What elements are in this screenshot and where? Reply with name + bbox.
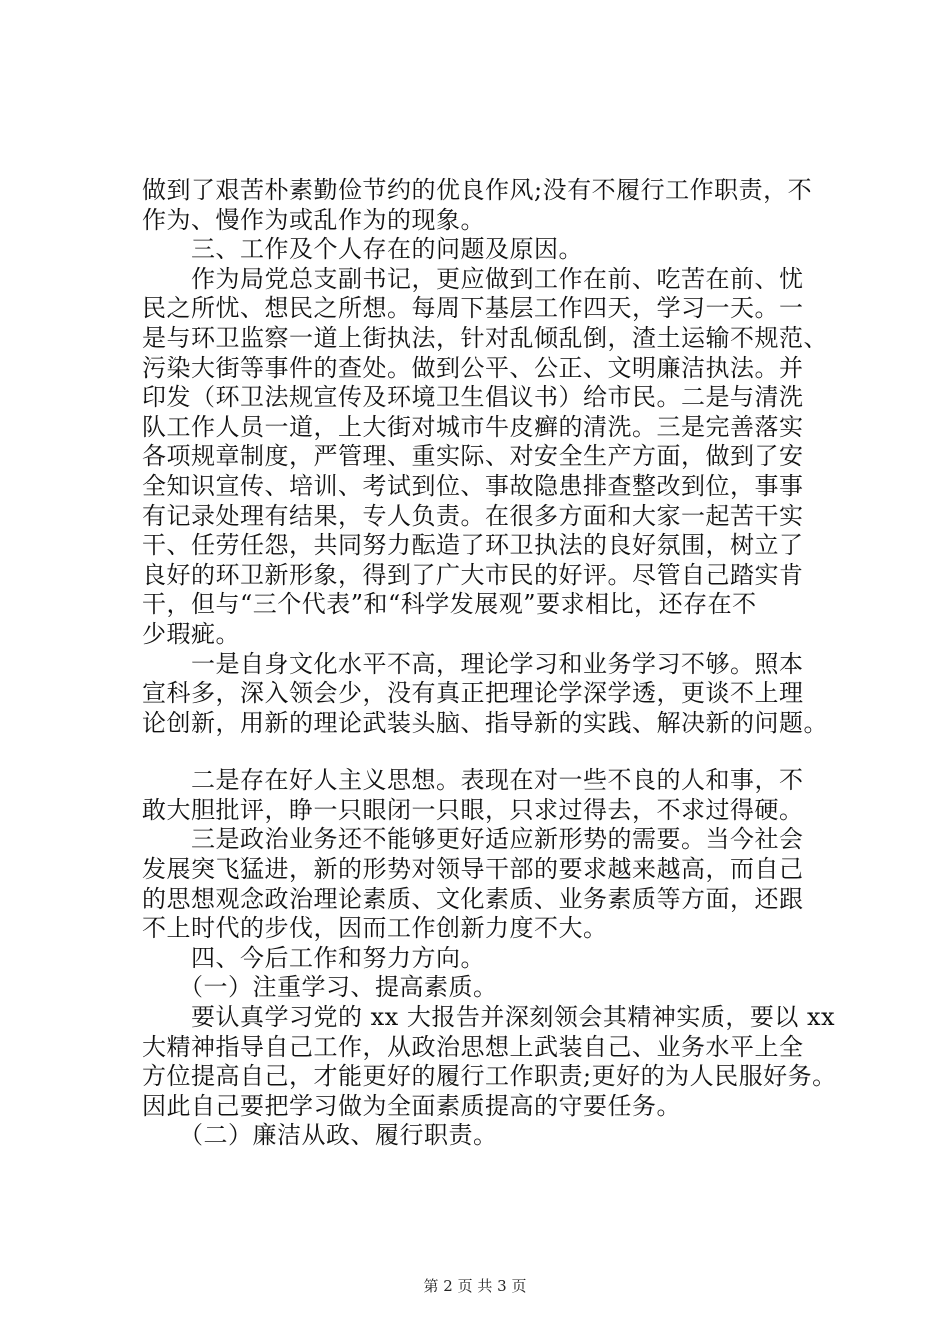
text-line: 有记录处理有结果，专人负责。在很多方面和大家一起苦干实 <box>142 501 804 530</box>
text-line: 民之所忧、想民之所想。每周下基层工作四天，学习一天。一 <box>142 294 804 323</box>
text-line: 不上时代的步伐，因而工作创新力度不大。 <box>142 914 608 943</box>
text-line: 的思想观念政治理论素质、文化素质、业务素质等方面，还跟 <box>142 884 804 913</box>
subsection-heading: （二）廉洁从政、履行职责。 <box>142 1121 498 1150</box>
subsection-heading: （一）注重学习、提高素质。 <box>142 973 498 1002</box>
text-line: 队工作人员一道，上大街对城市牛皮癣的清洗。三是完善落实 <box>142 412 804 441</box>
page-footer: 第 2 页 共 3 页 <box>423 1277 527 1295</box>
text-line: 干，但与“三个代表”和“科学发展观”要求相比，还存在不 <box>142 590 757 619</box>
text-line: 发展突飞猛进，新的形势对领导干部的要求越来越高，而自己 <box>142 855 804 884</box>
text-line: 二是存在好人主义思想。表现在对一些不良的人和事，不 <box>142 766 804 795</box>
text-line: 是与环卫监察一道上街执法，针对乱倾乱倒，渣土运输不规范、 <box>142 323 828 352</box>
text-line: 污染大街等事件的查处。做到公平、公正、文明廉洁执法。并 <box>142 353 804 382</box>
text-line: 干、任劳任怨，共同努力酝造了环卫执法的良好氛围，树立了 <box>142 531 804 560</box>
text-line: 敢大胆批评，睁一只眼闭一只眼，只求过得去，不求过得硬。 <box>142 795 804 824</box>
text-line: 印发（环卫法规宣传及环境卫生倡议书）给市民。二是与清洗 <box>142 383 804 412</box>
document-body <box>142 176 837 1151</box>
text-line: 作为、慢作为或乱作为的现象。 <box>142 205 485 234</box>
text-line: 良好的环卫新形象，得到了广大市民的好评。尽管自己踏实肯 <box>142 560 804 589</box>
text-line: 少瑕疵。 <box>142 619 240 648</box>
text-line: 论创新，用新的理论武装头脑、指导新的实践、解决新的问题。 <box>142 708 828 737</box>
text-line: 作为局党总支副书记，更应做到工作在前、吃苦在前、忧 <box>142 264 804 293</box>
text-line: 大精神指导自己工作，从政治思想上武装自己、业务水平上全 <box>142 1032 804 1061</box>
text-line: 三是政治业务还不能够更好适应新形势的需要。当今社会 <box>142 825 804 854</box>
text-line: 要认真学习党的 xx 大报告并深刻领会其精神实质，要以 xx <box>142 1003 836 1032</box>
text-line: 各项规章制度，严管理、重实际、对安全生产方面，做到了安 <box>142 442 804 471</box>
section-heading: 三、工作及个人存在的问题及原因。 <box>142 235 583 264</box>
text-line: 因此自己要把学习做为全面素质提高的守要任务。 <box>142 1091 681 1120</box>
section-heading: 四、今后工作和努力方向。 <box>142 943 485 972</box>
text-line: 宣科多，深入领会少，没有真正把理论学深学透，更谈不上理 <box>142 679 804 708</box>
text-line: 做到了艰苦朴素勤俭节约的优良作风;没有不履行工作职责，不 <box>142 176 813 204</box>
text-line: 全知识宣传、培训、考试到位、事故隐患排查整改到位，事事 <box>142 471 804 500</box>
text-line: 方位提高自己，才能更好的履行工作职责;更好的为人民服好务。 <box>142 1062 837 1091</box>
text-line: 一是自身文化水平不高，理论学习和业务学习不够。照本 <box>142 649 804 678</box>
